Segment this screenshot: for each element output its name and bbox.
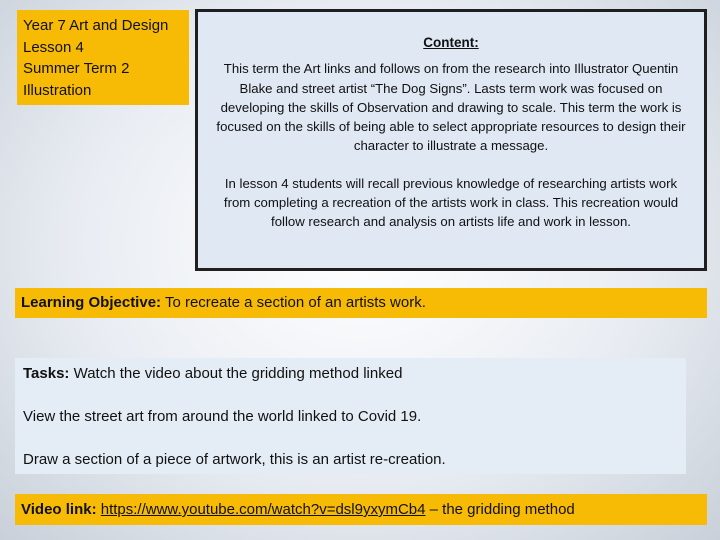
video-link-suffix: – the gridding method (425, 501, 575, 518)
title-line-term: Summer Term 2 (23, 60, 130, 77)
tasks-panel (15, 358, 686, 474)
task-text-1: Watch the video about the gridding method linked (69, 365, 403, 382)
task-line-3: Draw a section of a piece of artwork, this is an artist re-creation. (23, 451, 446, 468)
content-heading: Content: (423, 35, 479, 50)
tasks-label: Tasks: (23, 365, 70, 382)
content-paragraph-2: In lesson 4 students will recall previous knowledge of researching artists work from completing a recreation of the artists work in class. This recreation would follow research and analysis on artists life and work in lesson. (223, 175, 679, 230)
content-panel (195, 9, 707, 271)
content-paragraph-1: This term the Art links and follows on from the research into Illustrator Quentin Blake and street artist “The Dog Signs”. Lasts term work was focused on developing the skills of Observation and drawing to scale. This term the work is focused on the skills of being able to select appropriate resources to design their character to illustrate a message. (216, 61, 686, 154)
video-link[interactable]: https://www.youtube.com/watch?v=dsl9yxymCb4 (100, 501, 426, 518)
task-line-1 (23, 364, 678, 384)
video-link-box (15, 494, 707, 525)
video-label: Video link: (21, 501, 97, 518)
title-line-lesson: Lesson 4 (23, 38, 84, 56)
task-line-2: View the street art from around the world linked to Covid 19. (23, 408, 422, 425)
objective-label: Learning Objective: (21, 294, 162, 311)
title-line-topic: Illustration (23, 81, 92, 99)
objective-text: To recreate a section of an artists work. (161, 294, 426, 311)
title-line-year: Year 7 Art and Design (23, 17, 169, 34)
learning-objective-box (15, 288, 707, 318)
lesson-title-box (17, 10, 189, 105)
